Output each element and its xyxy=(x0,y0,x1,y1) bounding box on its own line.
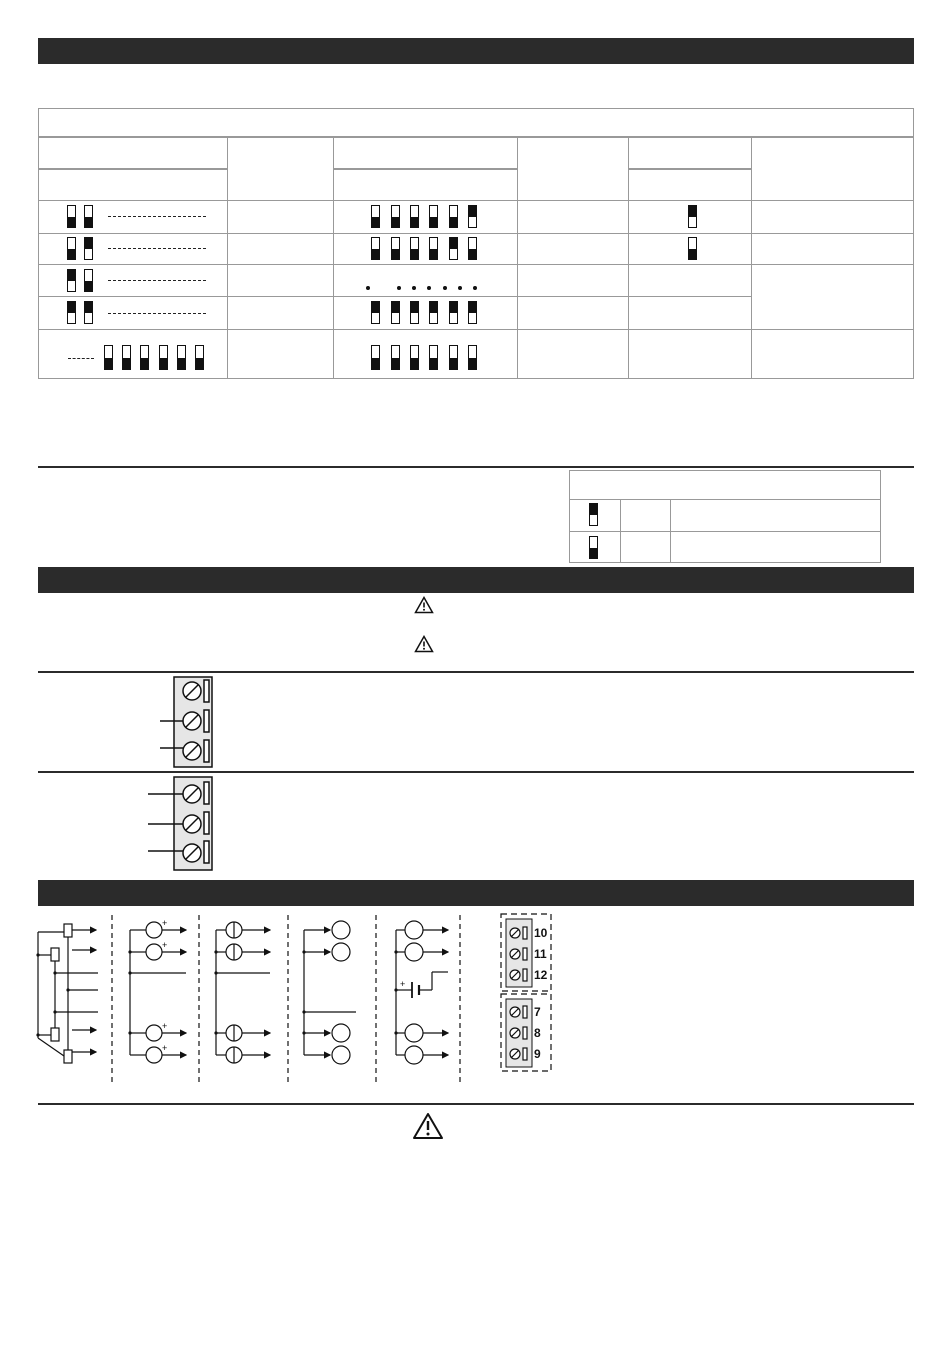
dashed-line xyxy=(108,280,206,281)
section-divider xyxy=(38,671,914,673)
section-divider xyxy=(38,1103,914,1105)
dashed-line xyxy=(68,358,94,359)
dashed-line xyxy=(108,216,206,217)
svg-text:+: + xyxy=(162,1043,168,1053)
svg-text:+: + xyxy=(162,1021,168,1031)
terminal-number-7: 7 xyxy=(534,1005,541,1019)
warning-triangle-icon xyxy=(414,635,434,653)
warning-triangle-icon xyxy=(412,1112,444,1140)
section-divider xyxy=(38,466,914,468)
screw-terminal-block xyxy=(140,676,220,771)
terminal-number-8: 8 xyxy=(534,1026,541,1040)
section-divider xyxy=(38,771,914,773)
svg-text:+: + xyxy=(162,940,168,950)
terminal-number-10: 10 xyxy=(534,926,548,940)
svg-text:+: + xyxy=(162,918,168,928)
svg-text:+: + xyxy=(400,979,406,989)
warning-triangle-icon xyxy=(414,596,434,614)
wiring-diagrams xyxy=(36,910,476,1090)
section-header-bar-2 xyxy=(38,567,914,593)
terminal-number-11: 11 xyxy=(534,947,547,961)
screw-terminal-block xyxy=(140,776,220,873)
terminal-block-bottom xyxy=(500,993,552,1073)
section-header-bar-3 xyxy=(38,880,914,906)
dashed-line xyxy=(108,248,206,249)
terminal-number-12: 12 xyxy=(534,968,548,982)
dashed-line xyxy=(108,313,206,314)
terminal-number-9: 9 xyxy=(534,1047,541,1061)
section-header-bar-1 xyxy=(38,38,914,64)
